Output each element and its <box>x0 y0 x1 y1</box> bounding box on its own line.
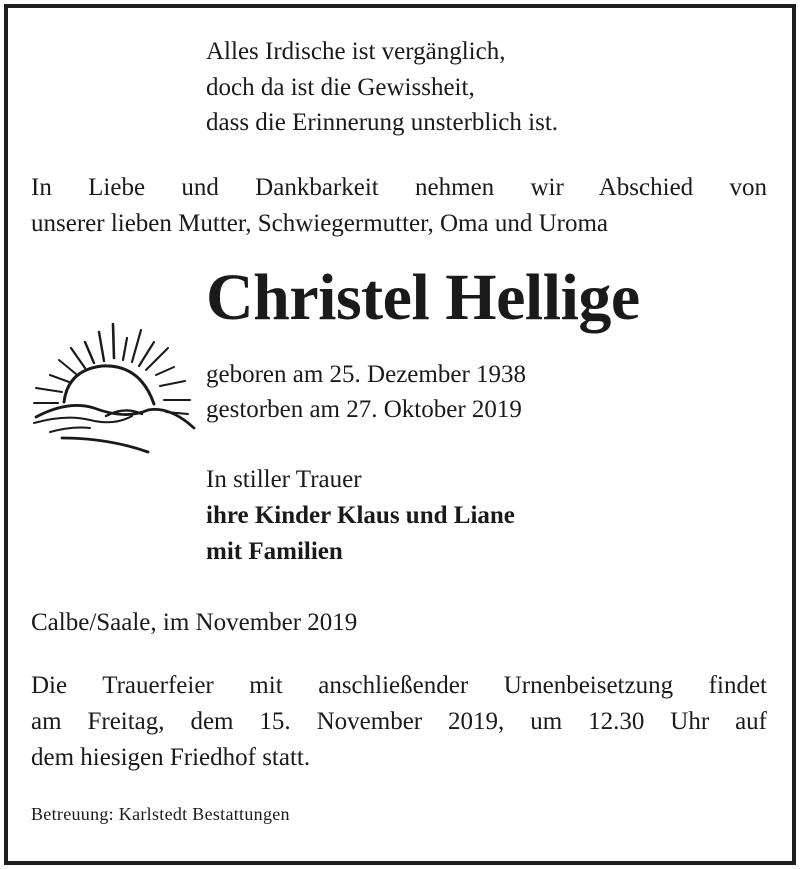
service-line-3: dem hiesigen Friedhof statt. <box>31 744 311 771</box>
poem-line-1: Alles Irdische ist vergänglich, <box>206 38 506 65</box>
intro-line-2: unserer lieben Mutter, Schwiegermutter, Oma und Uroma <box>31 210 608 237</box>
mourners-children <box>206 498 515 534</box>
life-dates <box>206 357 526 427</box>
poem-line-2: doch da ist die Gewissheit, <box>206 73 475 101</box>
mourners-line-1: ihre Kinder Klaus und Liane <box>206 502 515 529</box>
poem-line-3: dass die Erinnerung unsterblich ist. <box>206 109 559 136</box>
sunset-over-hills-icon <box>28 318 196 458</box>
funeral-home-credit: Betreuung: Karlstedt Bestattungen <box>31 804 290 824</box>
mourners-families <box>206 534 515 570</box>
mourners-line-2: mit Familien <box>206 538 343 565</box>
service-line-2: am Freitag, dem 15. November 2019, um 12.30 Uhr auf <box>31 708 767 735</box>
birth-date: geboren am 25. Dezember 1938 <box>206 361 527 388</box>
mourning-intro: In stiller Trauer <box>206 466 362 493</box>
deceased-name: Christel Hellige <box>206 261 640 334</box>
place-date: Calbe/Saale, im November 2019 <box>31 609 358 636</box>
memorial-poem <box>206 34 558 141</box>
service-line-1: Die Trauerfeier mit anschließender Urnenbeisetzung findet <box>31 672 767 699</box>
death-date: gestorben am 27. Oktober 2019 <box>206 396 522 423</box>
funeral-service-info <box>31 668 767 776</box>
mourners-block <box>206 462 515 570</box>
farewell-intro <box>31 170 767 242</box>
intro-line-1: In Liebe und Dankbarkeit nehmen wir Abschied von <box>31 174 767 201</box>
